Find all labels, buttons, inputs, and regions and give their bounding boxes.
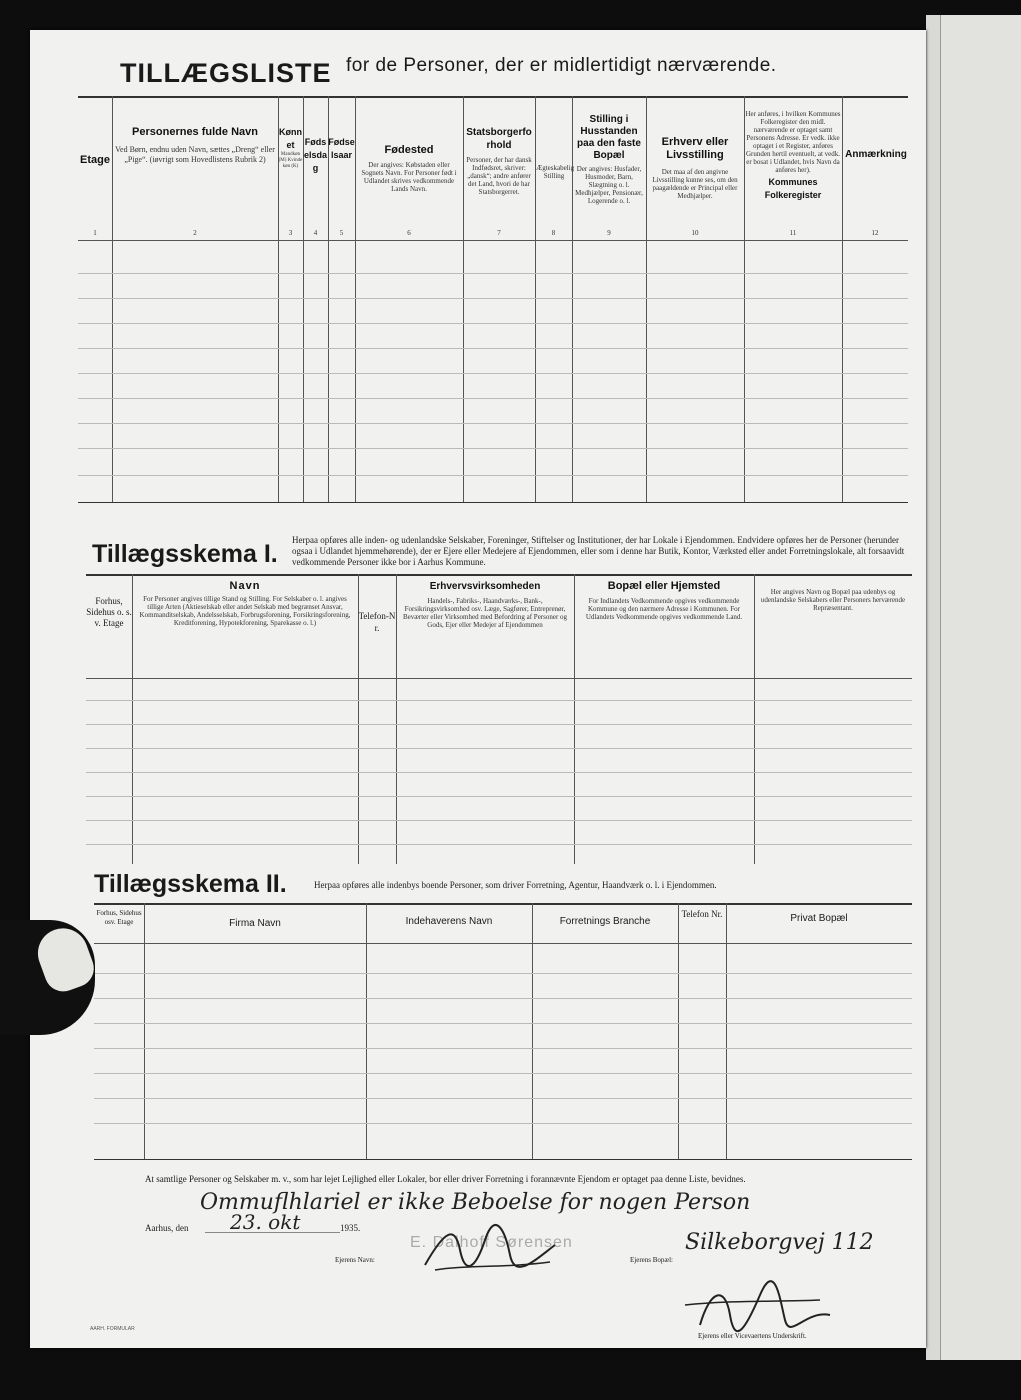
s1-col-repraesentant: Her angives Navn og Bopæl paa udenbys og udenlandske Selskabers eller Personers herværende Repræsentant.	[760, 588, 906, 612]
col-erhverv: Erhverv eller Livsstilling Det maa af den angivne Livsstilling kunne ses, om den paagældende er Principal eller Medhjælper.	[652, 136, 738, 200]
col-aegteskabelig: Ægteskabelig Stilling	[536, 164, 575, 180]
s1-col-navn: Navn For Personer angives tillige Stand og Stilling. For Selskaber o. l. angives tillige Arten (Aktieselskab eller andet Selskab med begrænset Ansvar, Kommanditselskab, Andelsselskab, Forbrugsforening, Forsikringsforening, Kreditforening, Hypotekforening, Sparekasse o. l.)	[139, 580, 351, 627]
printer-note: AARH. FORMULAR	[90, 1326, 135, 1332]
vicevaert-signature	[670, 1280, 840, 1340]
s2-col-branche: Forretnings Branche	[559, 916, 651, 927]
page-edge	[926, 15, 940, 1360]
tillaegsliste-title: TILLÆGSLISTE	[120, 58, 332, 88]
col-koennet: Kønnet Mandkøn (M) Kvindekøn (K)	[278, 127, 303, 169]
col-num: 1	[93, 229, 97, 237]
s2-col-indehaver: Indehaverens Navn	[405, 916, 493, 927]
footer-statement: At samtlige Personer og Selskaber m. v., som har lejet Lejlighed eller Lokaler, bor eller driver Forretning i forannævnte Ejendom er optaget paa denne Liste, bevidnes.	[145, 1174, 746, 1184]
col-foedselsaar: Fødselsaar	[328, 137, 355, 160]
col-statsborgerforhold: Statsborgerforhold Personer, der har dansk Indfødsret, skriver: „dansk“; andre anfører det Land, hvori de har Statsborgerret.	[466, 127, 532, 196]
skema2-title: Tillægsskema II.	[94, 870, 287, 898]
col-num: 12	[871, 229, 879, 237]
col-foedselsdag: Fødselsdag	[303, 137, 327, 173]
col-num: 2	[193, 229, 197, 237]
col-num: 5	[339, 229, 344, 237]
census-form-page	[30, 30, 926, 1348]
s2-col-firma: Firma Navn	[229, 918, 281, 929]
owner-address-label: Ejerens Bopæl:	[630, 1256, 673, 1264]
handwritten-date: 23. okt	[230, 1210, 301, 1234]
s2-col-telefon: Telefon Nr.	[681, 909, 723, 919]
skema1-intro: Herpaa opføres alle inden- og udenlandske Selskaber, Foreninger, Stiftelser og Institutioner, der har Lokale i Ejendommen. Endvidere opføres her de Personer (herunder ogsaa i Udlandet hjemmehørende), der er Ejere eller Medejere af Ejendommen, eller som i denne har Butik, Kontor, Værksted eller andet Forretningslokale, alt forsaavidt vedkommende Personer ikke bor i Aarhus Kommune.	[292, 535, 905, 567]
skema1-table	[86, 574, 912, 870]
city-label: Aarhus, den	[145, 1223, 189, 1233]
year: 1935.	[340, 1223, 361, 1233]
s1-col-etage: Forhus, Sidehus o. s. v. Etage	[86, 596, 132, 628]
col-folkeregister: Her anføres, i hvilken Kommunes Folkeregister den midl. nærværende er optaget samt Personens Adresse. Er vedk. ikke optaget i et Register, anføres Grunden hertil eventuelt, at vedk. er bosat i Udlandet, hvis Navn da anføres her). Kommunes Folkeregister	[745, 110, 841, 200]
col-stilling: Stilling i Husstanden paa den faste Bopæl Der angives: Husfader, Husmoder, Barn, Slægtning o. l. Medhjælper, Pensionær, Logerende o. l.	[575, 114, 643, 205]
tillaegsliste-table	[78, 96, 908, 504]
col-num: 3	[288, 229, 293, 237]
col-num: 7	[497, 229, 501, 237]
handwritten-note: Ommuflhlariel er ikke Beboelse for nogen Person	[200, 1190, 751, 1215]
col-num: 6	[407, 229, 411, 237]
skema2-table	[94, 903, 912, 1163]
handwritten-address: Silkeborgvej 112	[685, 1230, 874, 1255]
skema2-intro: Herpaa opføres alle indenbys boende Personer, som driver Forretning, Agentur, Haandværk o. l. i Ejendommen.	[314, 880, 717, 890]
col-anmaerkning: Anmærkning	[845, 149, 907, 160]
s1-col-telefon: Telefon-Nr.	[358, 611, 396, 633]
col-navn: Personernes fulde Navn Ved Børn, endnu uden Navn, sættes „Dreng“ eller „Pige“. (iøvrigt som Hovedlistens Rubrik 2)	[115, 126, 275, 164]
owner-name-label: Ejerens Navn:	[335, 1256, 375, 1264]
owner-name-stamp: E. Dalhoff Sørensen	[410, 1234, 573, 1251]
col-foedested: Fødested Der angives: Købstaden eller Sognets Navn. For Personer født i Udlandet skrives vedkommende Lands Navn.	[361, 144, 457, 193]
s1-col-bopael: Bopæl eller Hjemsted For Indlandets Vedkommende opgives vedkommende Kommune og den nærmere Adresse i Kommunen. For Udlandets Vedkommende opgives vedkommende Land.	[585, 580, 743, 621]
s2-col-bopael: Privat Bopæl	[790, 913, 848, 924]
owner-signature	[415, 1220, 565, 1280]
adjacent-page	[940, 15, 1021, 1360]
tillaegsliste-subtitle: for de Personer, der er midlertidigt nærværende.	[346, 55, 777, 76]
s1-col-erhverv: Erhvervsvirksomheden Handels-, Fabriks-, Haandværks-, Bank-, Forsikringsvirksomhed osv. Læge, Sagfører, Entreprenør, Beværter eller Virksomhed med Befordring af Personer og Gods, Ejer eller Medejer af Ejendommen	[402, 581, 568, 629]
col-etage: Etage	[80, 154, 110, 166]
col-num: 4	[313, 229, 318, 237]
col-num: 9	[607, 229, 611, 237]
s2-col-etage: Forhus, Sidehus osv. Etage	[96, 909, 142, 926]
col-num: 10	[691, 229, 699, 237]
skema1-title: Tillægsskema I.	[92, 540, 278, 568]
signature-label: Ejerens eller Vicevaertens Underskrift.	[698, 1332, 807, 1340]
col-num: 8	[551, 229, 556, 237]
col-num: 11	[789, 229, 797, 237]
